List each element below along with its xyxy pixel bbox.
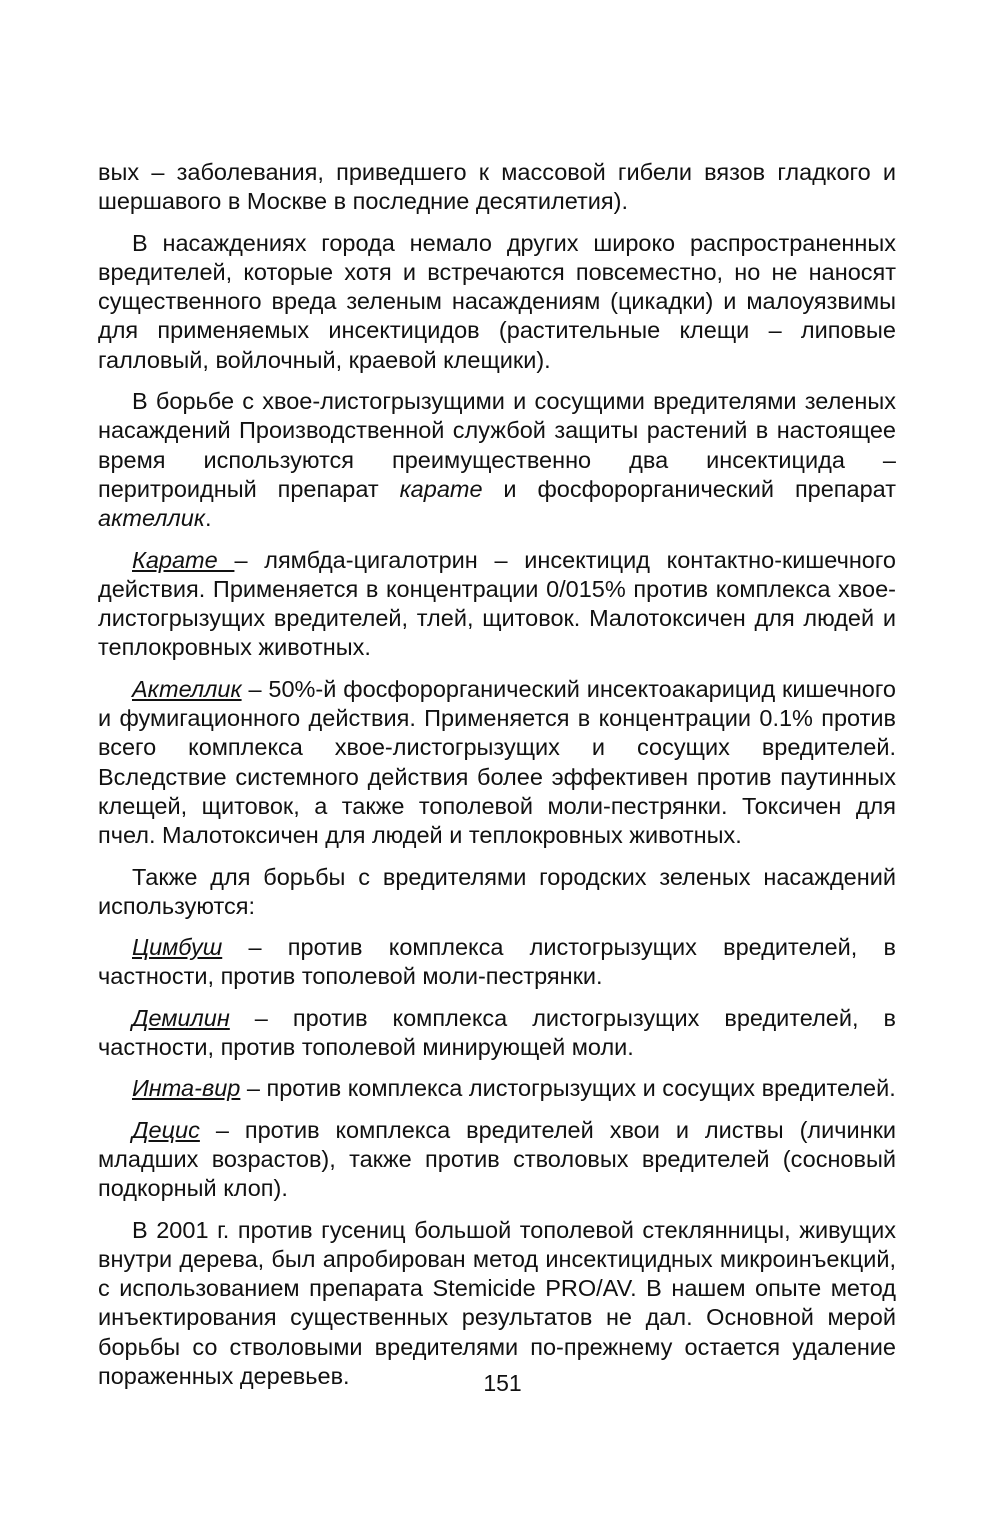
aktellik-description: – 50%-й фосфорорганический инсектоакарицид кишечного и фумигационного действия. Применяется в концентрации 0.1% против всего комплекса хвое-листогрызущих и сосущих вредителей. Вследствие системного действия более эффективен против паутинных клещей, щитовок, а также тополевой моли-пестрянки. Токсичен для пчел. Малотоксичен для людей и теплокровных животных.	[98, 675, 896, 849]
paragraph-3	[98, 387, 896, 533]
paragraph-demilin	[98, 1004, 896, 1063]
term-detsis: Децис	[132, 1116, 200, 1143]
paragraph-2-text: В насаждениях города немало других широко распространенных вредителей, которые хотя и встречаются повсеместно, но не наносят существенного вреда зеленым насаждениям (цикадки) и малоуязвимы для применяемых инсектицидов (растительные клещи – липовые галловый, войлочный, краевой клещики).	[98, 229, 896, 373]
paragraph-aktellik	[98, 675, 896, 851]
detsis-description: – против комплекса вредителей хвои и листвы (личинки младших возрастов), также против стволовых вредителей (сосновый подкорный клоп).	[98, 1116, 896, 1202]
term-inta-vir: Инта-вир	[132, 1075, 241, 1102]
paragraph-tsimbush	[98, 933, 896, 992]
paragraph-1	[98, 158, 896, 217]
karate-description: – лямбда-цигалотрин – инсектицид контактно-кишечного действия. Применяется в концентрации 0/015% против комплекса хвое-листогрызущих вредителей, тлей, щитовок. Малотоксичен для людей и теплокровных животных.	[98, 546, 896, 661]
paragraph-detsis	[98, 1116, 896, 1204]
paragraph-3-text-e: .	[204, 505, 212, 532]
paragraph-3-text-c: и фосфорорганический препарат	[482, 475, 896, 502]
page-body	[98, 158, 896, 1403]
aktellik-italic: актеллик	[98, 505, 205, 532]
demilin-description: – против комплекса листогрызущих вредителей, в частности, против тополевой минирующей моли.	[98, 1004, 896, 1061]
tsimbush-description: – против комплекса листогрызущих вредителей, в частности, против тополевой моли-пестрянки.	[98, 934, 896, 990]
paragraph-1-text: вых – заболевания, приведшего к массовой гибели вязов гладкого и шершавого в Москве в последние десятилетия).	[98, 159, 896, 215]
page-number: 151	[483, 1370, 522, 1396]
term-aktellik: Актеллик	[132, 675, 242, 702]
term-demilin: Демилин	[132, 1004, 230, 1031]
paragraph-2	[98, 229, 896, 375]
karate-italic: карате	[399, 475, 483, 502]
paragraph-3-text-a: В борьбе с хвое-листогрызущими и сосущими вредителями зеленых насаждений Производственной службой защиты растений в настоящее время используются преимущественно два инсектицида – перитроидный препарат	[98, 388, 896, 502]
paragraph-11-text: В 2001 г. против гусениц большой тополевой стеклянницы, живущих внутри дерева, был апробирован метод инсектицидных микроинъекций, с использованием препарата Stemicide PRO/AV. В нашем опыте метод инъектирования существенных результатов не дал. Основной мерой борьбы со стволовыми вредителями по-прежнему остается удаление пораженных деревьев.	[98, 1216, 896, 1389]
paragraph-inta-vir	[98, 1074, 896, 1103]
inta-vir-description: – против комплекса листогрызущих и сосущих вредителей.	[240, 1075, 896, 1102]
paragraph-6	[98, 863, 896, 922]
paragraph-karate	[98, 546, 896, 663]
term-tsimbush: Цимбуш	[132, 934, 223, 961]
paragraph-6-text: Также для борьбы с вредителями городских зеленых насаждений используются:	[98, 863, 896, 919]
paragraph-11	[98, 1216, 896, 1392]
term-karate: Карате	[132, 546, 235, 573]
